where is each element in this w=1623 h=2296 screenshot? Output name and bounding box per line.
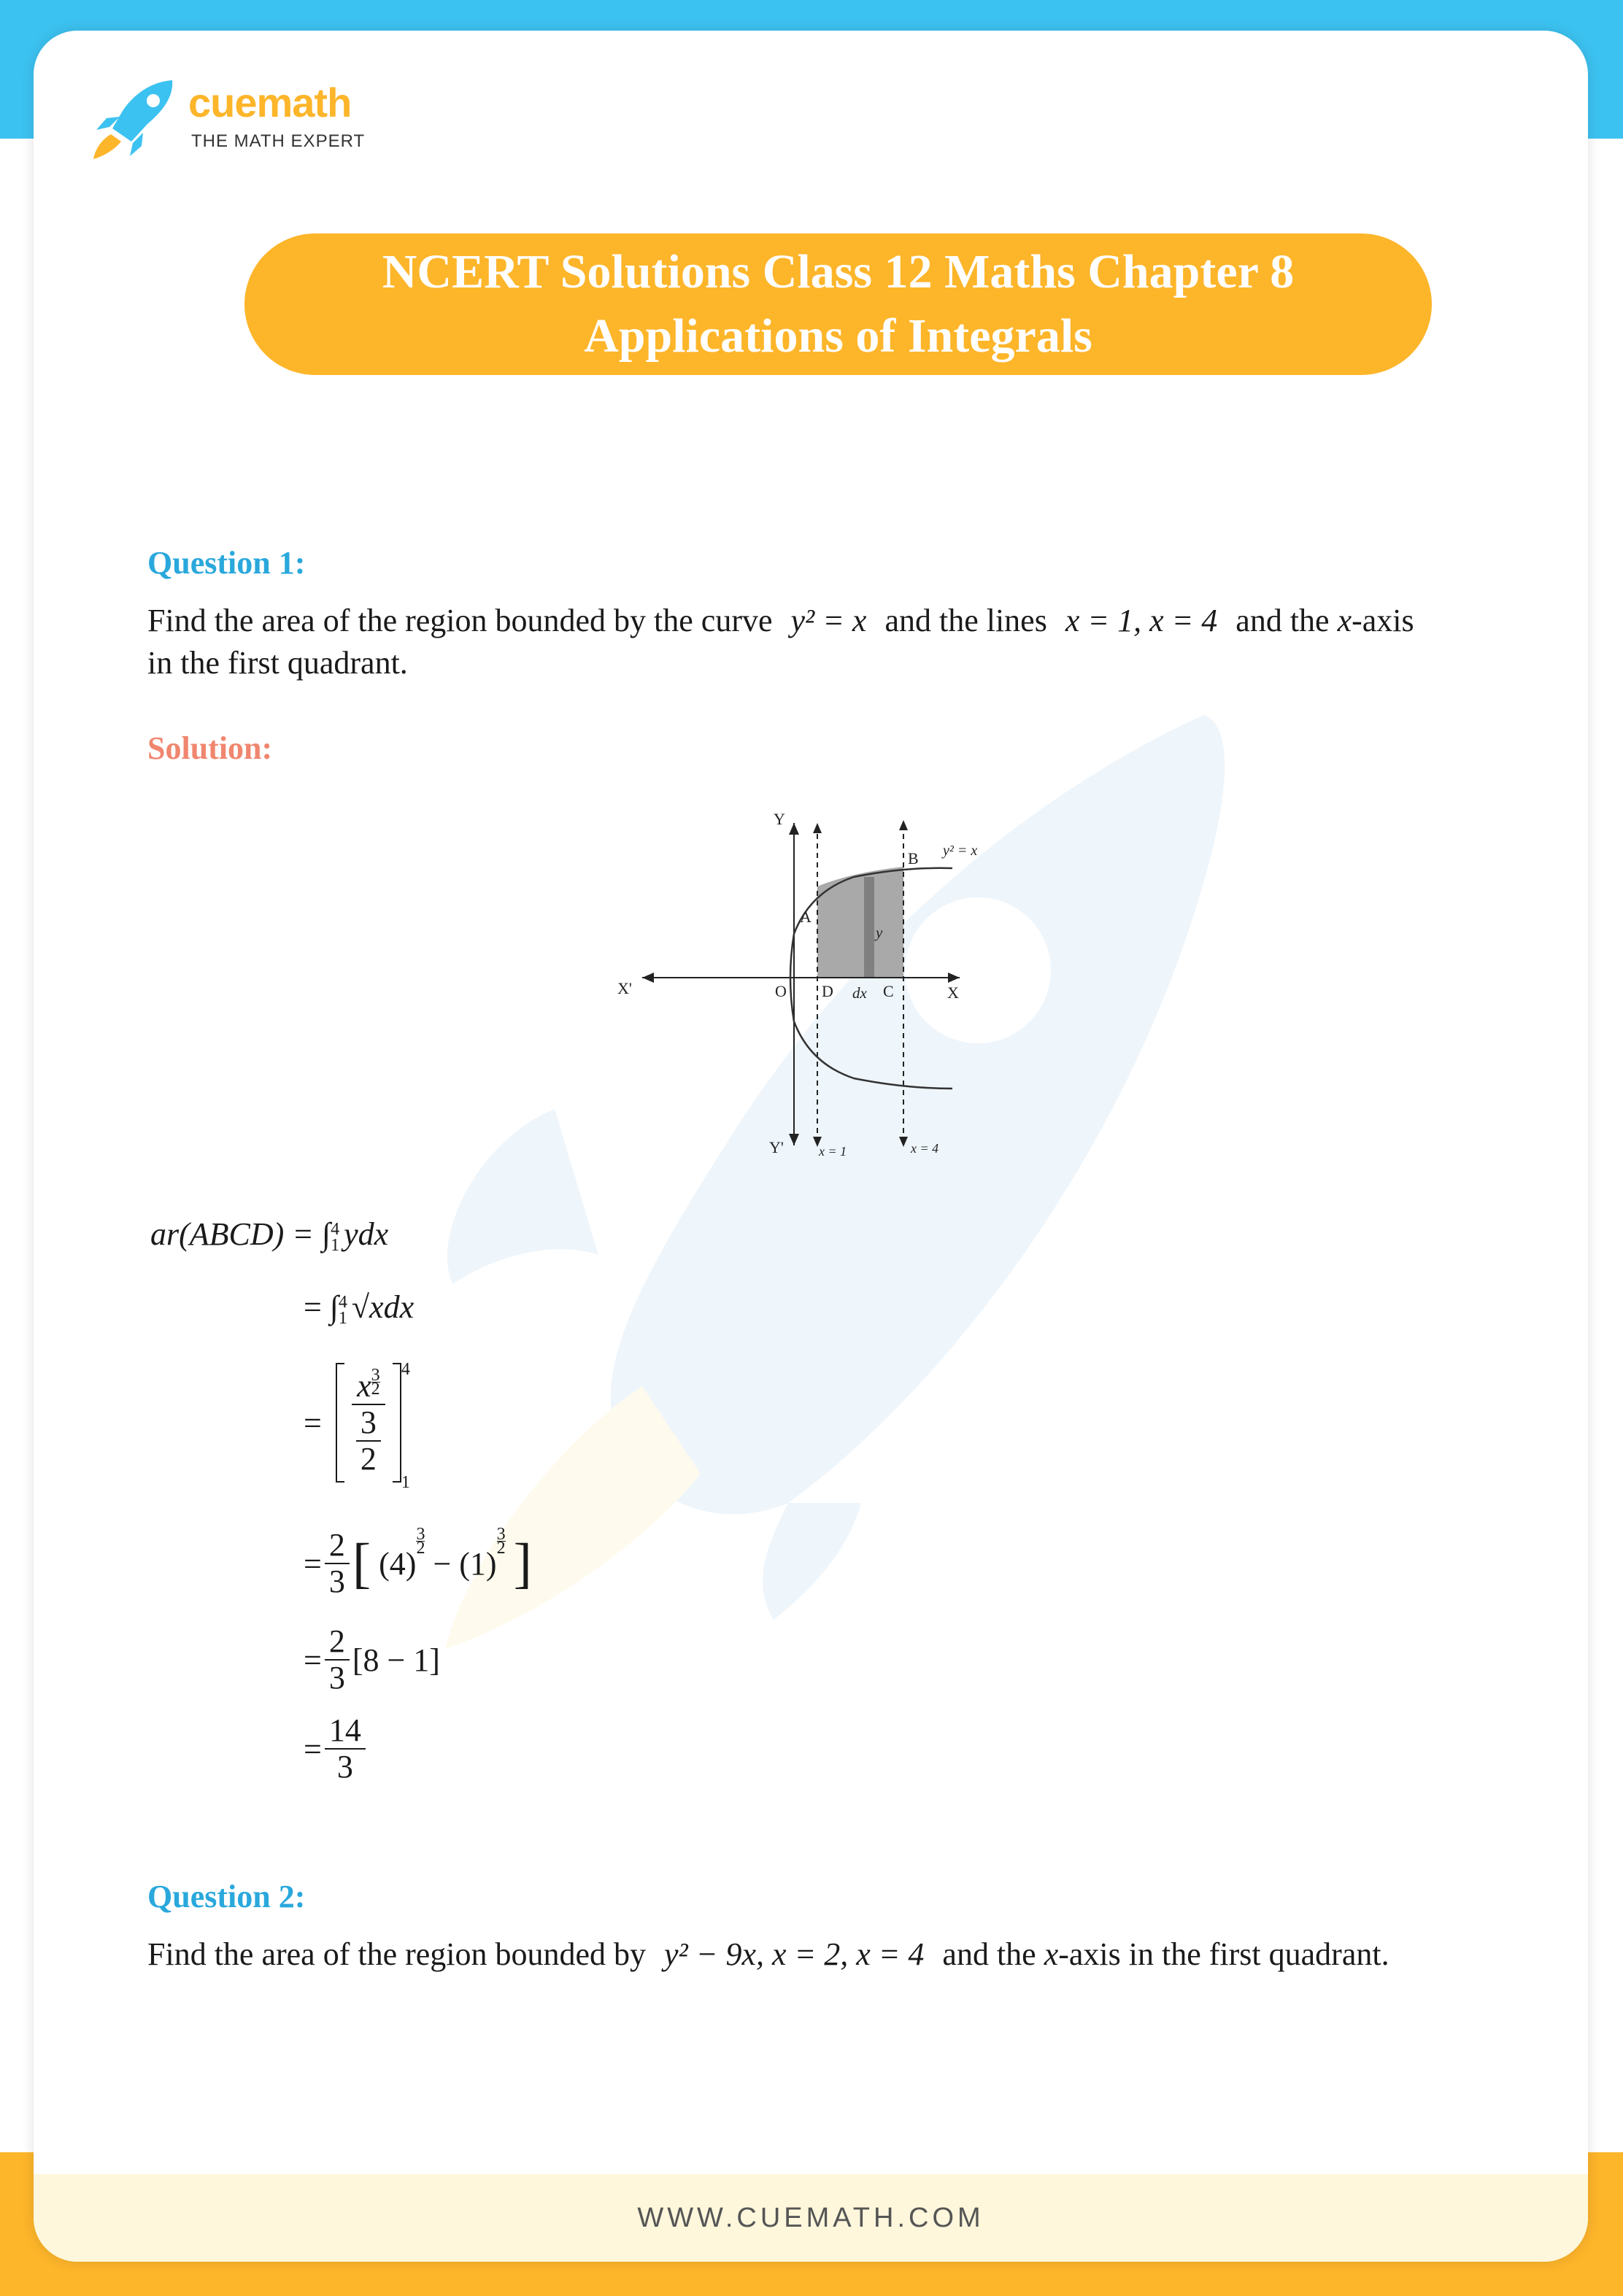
label-y-strip: y (876, 924, 883, 941)
label-point-d: D (822, 982, 833, 1000)
label-y-top: Y (774, 810, 785, 828)
footer-website: WWW.CUEMATH.COM (637, 2203, 984, 2233)
step-4-term-b: (1) (459, 1545, 497, 1582)
step-4-coef-den: 3 (328, 1563, 345, 1599)
label-dx: dx (852, 984, 867, 1002)
step-5-coef-num: 2 (325, 1624, 350, 1661)
equals-sign: = (304, 1545, 322, 1582)
title-line-1: NCERT Solutions Class 12 Maths Chapter 8 (382, 245, 1295, 298)
step-3-exp-den: 2 (371, 1380, 380, 1399)
question-1-text-line-1 (147, 600, 1414, 642)
equals-sign: = (304, 1642, 322, 1678)
step-5 (304, 1624, 440, 1696)
label-x-right: X (947, 983, 959, 1002)
question-2-heading: Question 2: (147, 1879, 306, 1914)
question-1-text-line-2: in the first quadrant. (147, 645, 408, 681)
label-point-c: C (883, 982, 894, 1000)
brand-name: cuemath (188, 80, 352, 125)
q2-text-a: Find the area of the region bounded by (147, 1936, 647, 1972)
integral-sign-icon: ∫ (322, 1216, 331, 1252)
step-5-coef-den: 3 (328, 1660, 345, 1696)
step-2-upper-limit: 4 (338, 1292, 347, 1312)
equals-sign: = (304, 1404, 322, 1441)
step-6-num: 14 (325, 1713, 366, 1750)
step-1-lower-limit: 1 (331, 1235, 340, 1255)
q1-text-c: and the (1235, 603, 1330, 638)
q2-eq: y² − 9x, x = 2, x = 4 (664, 1936, 925, 1972)
rocket-logo-icon (90, 76, 185, 161)
step-2 (304, 1288, 414, 1326)
integral-sign-icon: ∫ (329, 1289, 339, 1325)
area-graph (613, 803, 1007, 1167)
label-origin: O (775, 982, 787, 1000)
shaded-region (817, 867, 903, 978)
page-title-banner (244, 233, 1432, 375)
step-1-lhs: ar(ABCD) = (150, 1216, 314, 1252)
step-4-coef-num: 2 (325, 1528, 350, 1564)
label-x-left: X' (617, 979, 632, 997)
q1-eq-curve: y² = x (790, 603, 867, 638)
step-3-den-num: 3 (356, 1405, 381, 1442)
step-3-exp-num: 3 (371, 1366, 380, 1385)
step-2-lower-limit: 1 (338, 1308, 347, 1328)
q2-text-b: and the (942, 1936, 1036, 1972)
title-line-2: Applications of Integrals (584, 309, 1092, 363)
step-4: = $\frac{2}{3}$ [ (4) $\frac{3}{2}$ − (1) $\frac{3}{2}$ ] (304, 1525, 532, 1599)
step-6-den: 3 (336, 1749, 353, 1785)
step-3-upper-limit: 4 (401, 1360, 410, 1379)
label-y-bottom: Y' (769, 1138, 784, 1156)
q1-text-b: and the lines (884, 603, 1047, 638)
label-line-x4: x = 4 (911, 1141, 939, 1156)
brand-tagline: THE MATH EXPERT (191, 131, 366, 151)
label-curve-eq: y² = x (943, 843, 978, 859)
step-5-bracket: [8 − 1] (352, 1642, 440, 1678)
question-2-text (147, 1933, 1389, 1976)
q1-eq-lines: x = 1, x = 4 (1065, 603, 1218, 638)
minus-sign: − (433, 1545, 452, 1582)
step-1-upper-limit: 4 (331, 1219, 340, 1239)
question-1-heading: Question 1: (147, 545, 306, 581)
equals-sign: = (304, 1731, 322, 1767)
step-3 (304, 1360, 419, 1493)
step-3-lower-limit: 1 (401, 1473, 410, 1493)
equals-sign: = (304, 1289, 322, 1325)
step-1-rhs: ydx (344, 1216, 389, 1252)
step-3-base: x (357, 1368, 371, 1404)
label-point-a: A (800, 908, 812, 926)
right-bracket: ] (513, 1532, 532, 1594)
step-1 (150, 1215, 388, 1253)
q2-text-c: -axis in the first quadrant. (1058, 1936, 1389, 1972)
step-2-rhs: √xdx (351, 1289, 415, 1325)
q1-axis-var: x (1337, 603, 1352, 638)
step-4-term-a: (4) (379, 1545, 417, 1582)
label-line-x1: x = 1 (819, 1144, 847, 1159)
step-3-den-den: 2 (360, 1441, 377, 1477)
q1-text-d: -axis (1352, 603, 1414, 638)
left-bracket: [ (352, 1532, 371, 1594)
q1-text-a: Find the area of the region bounded by the curve (147, 603, 773, 638)
step-6 (304, 1713, 369, 1785)
label-point-b: B (908, 849, 919, 867)
solution-1-heading: Solution: (147, 730, 273, 766)
q2-axis-var: x (1044, 1936, 1059, 1972)
